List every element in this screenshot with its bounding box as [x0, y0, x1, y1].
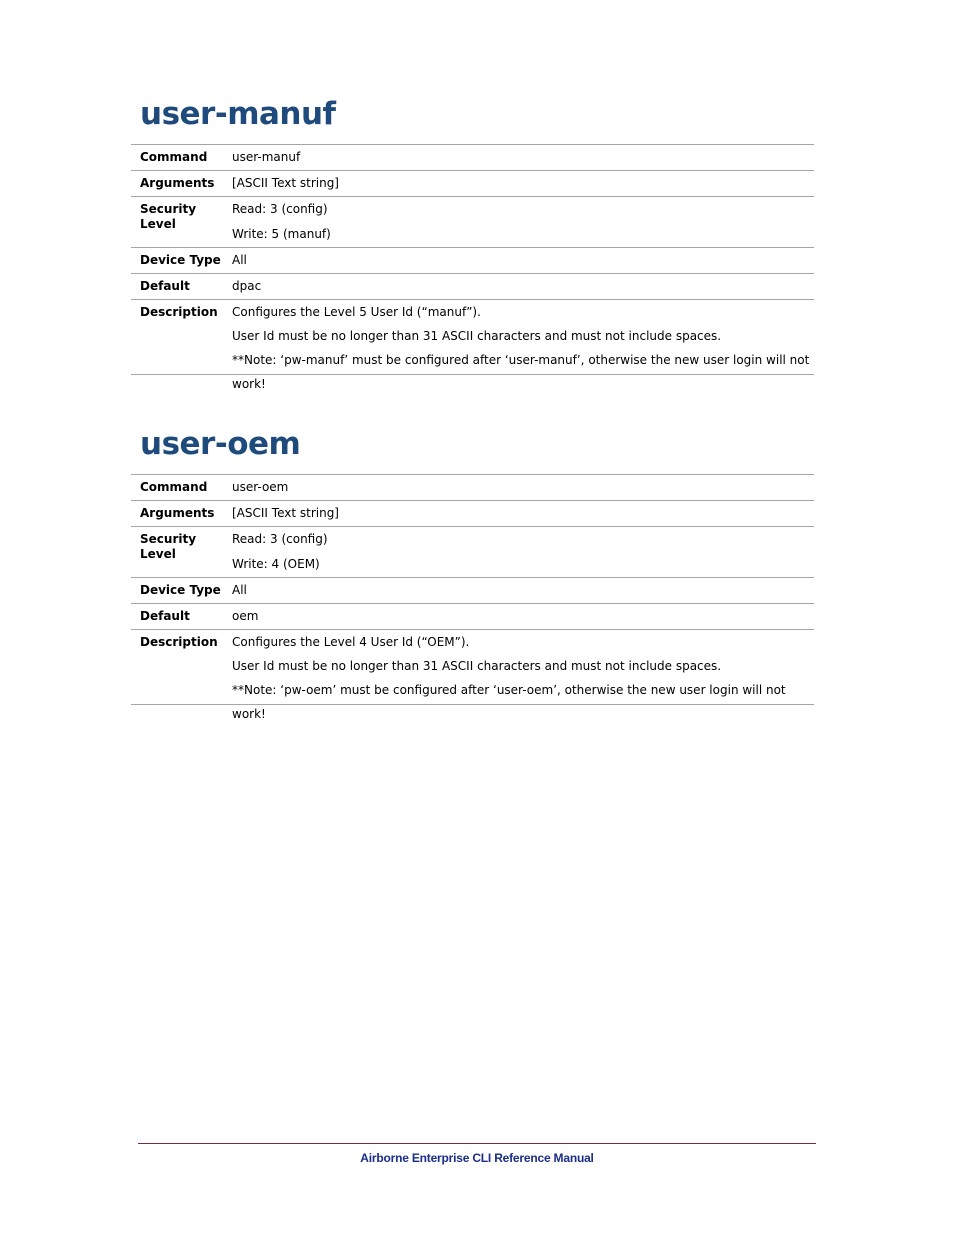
row-label: Description [131, 300, 232, 375]
value-line: All [232, 253, 247, 267]
table-row [131, 197, 814, 248]
value-line: Configures the Level 5 User Id (“manuf”). [232, 305, 481, 319]
table-row [131, 300, 814, 375]
value-line: **Note: ‘pw-oem’ must be configured after ‘user-oem’, otherwise the new user login will not work! [232, 683, 786, 721]
row-label: Command [131, 145, 232, 171]
table-row [131, 248, 814, 274]
row-label: Arguments [131, 501, 232, 527]
row-label: Description [131, 630, 232, 705]
row-value [232, 145, 814, 171]
section-user-oem [131, 422, 814, 721]
value-line: Write: 4 (OEM) [232, 557, 320, 571]
table-row [131, 274, 814, 300]
row-label: Security Level [131, 527, 232, 578]
row-label: Device Type [131, 248, 232, 274]
value-line: oem [232, 609, 259, 623]
value-line: user-manuf [232, 150, 301, 164]
row-value [232, 501, 814, 527]
table-row [131, 630, 814, 705]
table-row [131, 171, 814, 197]
row-label: Security Level [131, 197, 232, 248]
row-value [232, 248, 814, 274]
footer-title: Airborne Enterprise CLI Reference Manual [360, 1151, 594, 1165]
spec-table [131, 144, 814, 391]
row-value [232, 630, 814, 721]
value-line: Write: 5 (manuf) [232, 227, 331, 241]
row-label: Default [131, 604, 232, 630]
row-label: Command [131, 475, 232, 501]
table-row [131, 604, 814, 630]
section-title: user-manuf [140, 96, 336, 132]
table-row [131, 578, 814, 604]
footer-divider [138, 1143, 816, 1144]
value-line: Configures the Level 4 User Id (“OEM”). [232, 635, 470, 649]
value-line: **Note: ‘pw-manuf’ must be configured after ‘user-manuf’, otherwise the new user login will not work! [232, 353, 810, 391]
row-value [232, 197, 814, 248]
table-row [131, 145, 814, 171]
row-value [232, 171, 814, 197]
row-value [232, 274, 814, 300]
value-line: Read: 3 (config) [232, 532, 328, 546]
row-value [232, 527, 814, 578]
value-line: dpac [232, 279, 262, 293]
row-value [232, 604, 814, 630]
row-label: Default [131, 274, 232, 300]
value-line: User Id must be no longer than 31 ASCII characters and must not include spaces. [232, 659, 722, 673]
value-line: user-oem [232, 480, 289, 494]
spec-table [131, 474, 814, 721]
row-value [232, 578, 814, 604]
row-value [232, 300, 814, 391]
value-line: [ASCII Text string] [232, 176, 339, 190]
table-row [131, 501, 814, 527]
row-value [232, 475, 814, 501]
table-row [131, 527, 814, 578]
value-line: Read: 3 (config) [232, 202, 328, 216]
row-label: Arguments [131, 171, 232, 197]
row-label: Device Type [131, 578, 232, 604]
section-title: user-oem [140, 426, 301, 462]
table-row [131, 475, 814, 501]
section-user-manuf [131, 92, 814, 391]
value-line: User Id must be no longer than 31 ASCII characters and must not include spaces. [232, 329, 722, 343]
value-line: [ASCII Text string] [232, 506, 339, 520]
value-line: All [232, 583, 247, 597]
